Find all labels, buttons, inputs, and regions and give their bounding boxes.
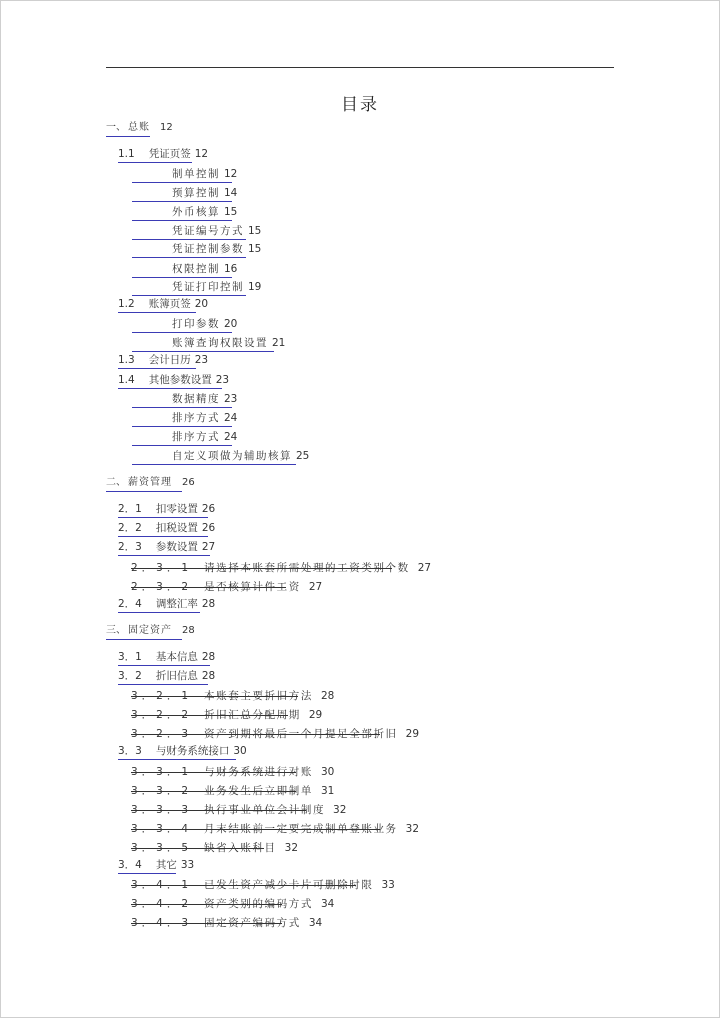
toc-entry[interactable] <box>118 353 208 367</box>
toc-entry-page: 27 <box>201 541 216 553</box>
toc-entry-page: 24 <box>224 431 238 443</box>
toc-entry-title: 本账套主要折旧方法 <box>204 690 313 702</box>
toc-entry-title: 账簿页签 <box>148 298 191 310</box>
toc-entry-title: 其它 <box>155 859 177 871</box>
toc-entry-page: 28 <box>320 690 335 702</box>
toc-entry-page: 15 <box>224 206 238 218</box>
toc-entry-number: 3．3．5 <box>131 842 193 854</box>
toc-entry-strikethrough <box>131 848 264 849</box>
toc-entry-number: 3．3．2 <box>131 785 193 797</box>
toc-entry-number: 3．4 <box>118 859 142 871</box>
toc-entry-title: 扣零设置 <box>155 503 198 515</box>
toc-entry-title: 会计日历 <box>148 354 191 366</box>
toc-entry-title: 是否核算计件工资 <box>204 581 301 593</box>
toc-entry-underline <box>132 426 232 427</box>
toc-entry-number: 3．3．4 <box>131 823 193 835</box>
toc-entry-number: 3．3 <box>118 745 142 757</box>
toc-entry-page: 28 <box>201 670 216 682</box>
toc-entry-number: 3．3．1 <box>131 766 193 778</box>
toc-entry-number: 二、 <box>106 477 126 488</box>
toc-entry[interactable] <box>118 373 229 387</box>
toc-entry-underline <box>118 536 208 537</box>
toc-entry-strikethrough <box>131 568 392 569</box>
toc-entry-strikethrough <box>131 715 288 716</box>
toc-entry-underline <box>132 332 232 333</box>
toc-entry[interactable] <box>118 650 215 664</box>
toc-entry[interactable] <box>172 411 237 425</box>
toc-entry-number: 2．4 <box>118 598 142 610</box>
toc-entry-number: 2．2 <box>118 522 142 534</box>
toc-entry-number: 3．4．3 <box>131 917 193 929</box>
toc-entry[interactable] <box>172 336 285 350</box>
toc-entry-underline <box>118 684 208 685</box>
toc-entry[interactable] <box>118 669 215 683</box>
toc-entry-number: 3．4．1 <box>131 879 193 891</box>
toc-entry-underline <box>106 491 182 492</box>
toc-entry[interactable] <box>172 224 261 238</box>
toc-entry-underline <box>106 639 182 640</box>
toc-entry-strikethrough <box>131 772 296 773</box>
toc-entry-underline <box>118 612 200 613</box>
toc-entry-number: 2．3．2 <box>131 581 193 593</box>
toc-entry-page: 23 <box>215 374 230 386</box>
toc-entry-page: 26 <box>201 522 216 534</box>
toc-entry-number: 2．3 <box>118 541 142 553</box>
toc-entry-number: 3．2．1 <box>131 690 193 702</box>
toc-entry[interactable] <box>172 242 261 256</box>
toc-entry[interactable] <box>118 521 215 535</box>
toc-entry-title: 与财务系统进行对账 <box>204 766 313 778</box>
toc-entry-page: 32 <box>405 823 420 835</box>
toc-entry-page: 27 <box>417 562 432 574</box>
toc-entry-page: 24 <box>224 412 238 424</box>
toc-entry-strikethrough <box>131 587 286 588</box>
toc-entry[interactable] <box>172 430 237 444</box>
toc-entry-strikethrough <box>131 810 306 811</box>
toc-entry[interactable] <box>106 121 173 135</box>
toc-entry-title: 外币核算 <box>172 206 220 218</box>
toc-entry-page: 30 <box>320 766 335 778</box>
toc-entry[interactable] <box>172 449 309 463</box>
toc-entry-page: 28 <box>201 651 216 663</box>
toc-entry-number: 三、 <box>106 625 126 636</box>
toc-entry-title: 月末结账前一定要完成制单登账业务 <box>204 823 398 835</box>
toc-entry-number: 2．3．1 <box>131 562 193 574</box>
toc-entry-title: 凭证控制参数 <box>172 243 244 255</box>
toc-entry-page: 28 <box>182 625 195 636</box>
toc-entry-strikethrough <box>131 829 380 830</box>
toc-entry-underline <box>132 277 232 278</box>
toc-entry-underline <box>132 407 232 408</box>
toc-entry-number: 1.4 <box>118 374 135 386</box>
toc-entry-underline <box>118 368 196 369</box>
toc-entry-strikethrough <box>131 904 282 905</box>
toc-entry-title: 数据精度 <box>172 393 220 405</box>
toc-entry-page: 29 <box>405 728 420 740</box>
toc-entry-title: 总账 <box>128 122 150 133</box>
toc-entry-title: 权限控制 <box>172 263 220 275</box>
toc-entry[interactable] <box>118 540 215 554</box>
toc-entry-strikethrough <box>131 734 380 735</box>
toc-entry[interactable] <box>118 297 208 311</box>
toc-entry-title: 自定义项做为辅助核算 <box>172 450 292 462</box>
toc-entry-page: 19 <box>248 281 262 293</box>
toc-entry-title: 已发生资产减少卡片可删除时限 <box>204 879 374 891</box>
toc-entry-number: 一、 <box>106 122 126 133</box>
toc-entry-strikethrough <box>131 923 282 924</box>
toc-entry-title: 凭证编号方式 <box>172 225 244 237</box>
toc-entry-number: 1.2 <box>118 298 135 310</box>
toc-entry[interactable] <box>106 624 195 638</box>
toc-entry-page: 20 <box>194 298 209 310</box>
toc-entry-title: 资产类别的编码方式 <box>204 898 313 910</box>
toc-entry-page: 16 <box>224 263 238 275</box>
toc-entry-underline <box>118 388 222 389</box>
toc-entry[interactable] <box>172 167 237 181</box>
toc-entry-page: 33 <box>180 859 195 871</box>
toc-entry[interactable] <box>106 476 195 490</box>
toc-entry-page: 20 <box>224 318 238 330</box>
toc-entry-underline <box>118 873 176 874</box>
toc-entry[interactable] <box>172 392 237 406</box>
toc-entry[interactable] <box>118 597 215 611</box>
toc-entry-number: 3．1 <box>118 651 142 663</box>
toc-entry-underline <box>118 162 192 163</box>
toc-entry-page: 15 <box>248 243 262 255</box>
toc-entry-strikethrough <box>131 791 296 792</box>
toc-entry-title: 账簿查询权限设置 <box>172 337 268 349</box>
toc-entry-underline <box>132 239 246 240</box>
toc-entry-underline <box>132 464 296 465</box>
toc-entry-number: 3．2．3 <box>131 728 193 740</box>
toc-entry-underline <box>118 665 210 666</box>
toc-entry-title: 资产到期将最后一个月提足全部折旧 <box>204 728 398 740</box>
toc-entry-underline <box>132 182 232 183</box>
toc-entry-page: 12 <box>224 168 238 180</box>
toc-entry[interactable] <box>118 858 194 872</box>
toc-entry-number: 1.1 <box>118 148 135 160</box>
toc-entry-page: 31 <box>320 785 335 797</box>
toc-entry-page: 14 <box>224 187 238 199</box>
toc-entry-underline <box>132 445 232 446</box>
toc-entry-title: 凭证页签 <box>148 148 191 160</box>
toc-entry-title: 执行事业单位会计制度 <box>204 804 326 816</box>
toc-entry-strikethrough <box>131 885 356 886</box>
toc-entry[interactable] <box>172 317 237 331</box>
toc-entry-underline <box>106 136 150 137</box>
toc-entry-page: 30 <box>233 745 247 757</box>
toc-entry-title: 基本信息 <box>155 651 198 663</box>
toc-entry-title: 缺省入账科目 <box>204 842 277 854</box>
toc-entry-title: 参数设置 <box>155 541 198 553</box>
toc-entry-page: 23 <box>224 393 238 405</box>
toc-entry-page: 33 <box>381 879 395 891</box>
toc-entry-page: 15 <box>248 225 262 237</box>
toc-entry-page: 27 <box>308 581 323 593</box>
toc-entry-number: 3．2．2 <box>131 709 193 721</box>
toc-entry-page: 12 <box>160 122 173 133</box>
toc-entry-title: 排序方式 <box>172 412 220 424</box>
toc-entry-underline <box>132 201 232 202</box>
toc-entry[interactable] <box>172 262 237 276</box>
toc-entry-page: 23 <box>194 354 209 366</box>
toc-entry-page: 26 <box>182 477 195 488</box>
toc-entry-title: 预算控制 <box>172 187 220 199</box>
toc-entry-strikethrough <box>131 696 298 697</box>
toc-entry-page: 34 <box>308 917 323 929</box>
toc-entry-title: 打印参数 <box>172 318 220 330</box>
toc-entry-title: 请选择本账套所需处理的工资类别个数 <box>204 562 410 574</box>
toc-entry-number: 3．3．3 <box>131 804 193 816</box>
toc-entry-number: 2．1 <box>118 503 142 515</box>
toc-entry-page: 32 <box>333 804 347 816</box>
toc-entry-title: 薪资管理 <box>128 477 172 488</box>
toc-entry[interactable] <box>172 280 261 294</box>
toc-entry[interactable] <box>172 205 237 219</box>
toc-entry-page: 29 <box>308 709 323 721</box>
toc-entry-underline <box>118 555 210 556</box>
toc-entry-title: 固定资产 <box>128 625 172 636</box>
toc-entry-page: 25 <box>296 450 310 462</box>
toc-entry-title: 业务发生后立即制单 <box>204 785 313 797</box>
page-title: 目录 <box>341 95 379 115</box>
toc-entry-page: 32 <box>284 842 299 854</box>
toc-entry-title: 折旧信息 <box>155 670 198 682</box>
toc-entry-underline <box>118 759 236 760</box>
toc-entry-title: 固定资产编码方式 <box>204 917 301 929</box>
toc-entry-title: 制单控制 <box>172 168 220 180</box>
toc-entry-page: 28 <box>201 598 216 610</box>
toc-entry-underline <box>118 312 196 313</box>
toc-entry-underline <box>132 351 274 352</box>
toc-entry[interactable] <box>172 186 237 200</box>
toc-entry-number: 3．4．2 <box>131 898 193 910</box>
toc-entry-title: 其他参数设置 <box>148 374 212 386</box>
toc-entry-page: 34 <box>320 898 335 910</box>
toc-entry-title: 与财务系统接口 <box>155 745 230 757</box>
toc-entry-page: 12 <box>194 148 209 160</box>
toc-entry-title: 调整汇率 <box>155 598 198 610</box>
toc-entry-underline <box>132 257 246 258</box>
toc-entry-underline <box>118 517 208 518</box>
toc-entry-number: 3．2 <box>118 670 142 682</box>
toc-entry-title: 折旧汇总分配周期 <box>204 709 301 721</box>
toc-entry[interactable] <box>118 147 208 161</box>
toc-entry[interactable] <box>118 502 215 516</box>
toc-entry-page: 26 <box>201 503 216 515</box>
toc-entry-title: 扣税设置 <box>155 522 198 534</box>
toc-entry-underline <box>132 295 246 296</box>
toc-entry-number: 1.3 <box>118 354 135 366</box>
toc-entry-underline <box>132 220 232 221</box>
toc-entry[interactable] <box>118 744 247 758</box>
toc-entry-title: 排序方式 <box>172 431 220 443</box>
toc-entry-page: 21 <box>272 337 286 349</box>
toc-entry-title: 凭证打印控制 <box>172 281 244 293</box>
